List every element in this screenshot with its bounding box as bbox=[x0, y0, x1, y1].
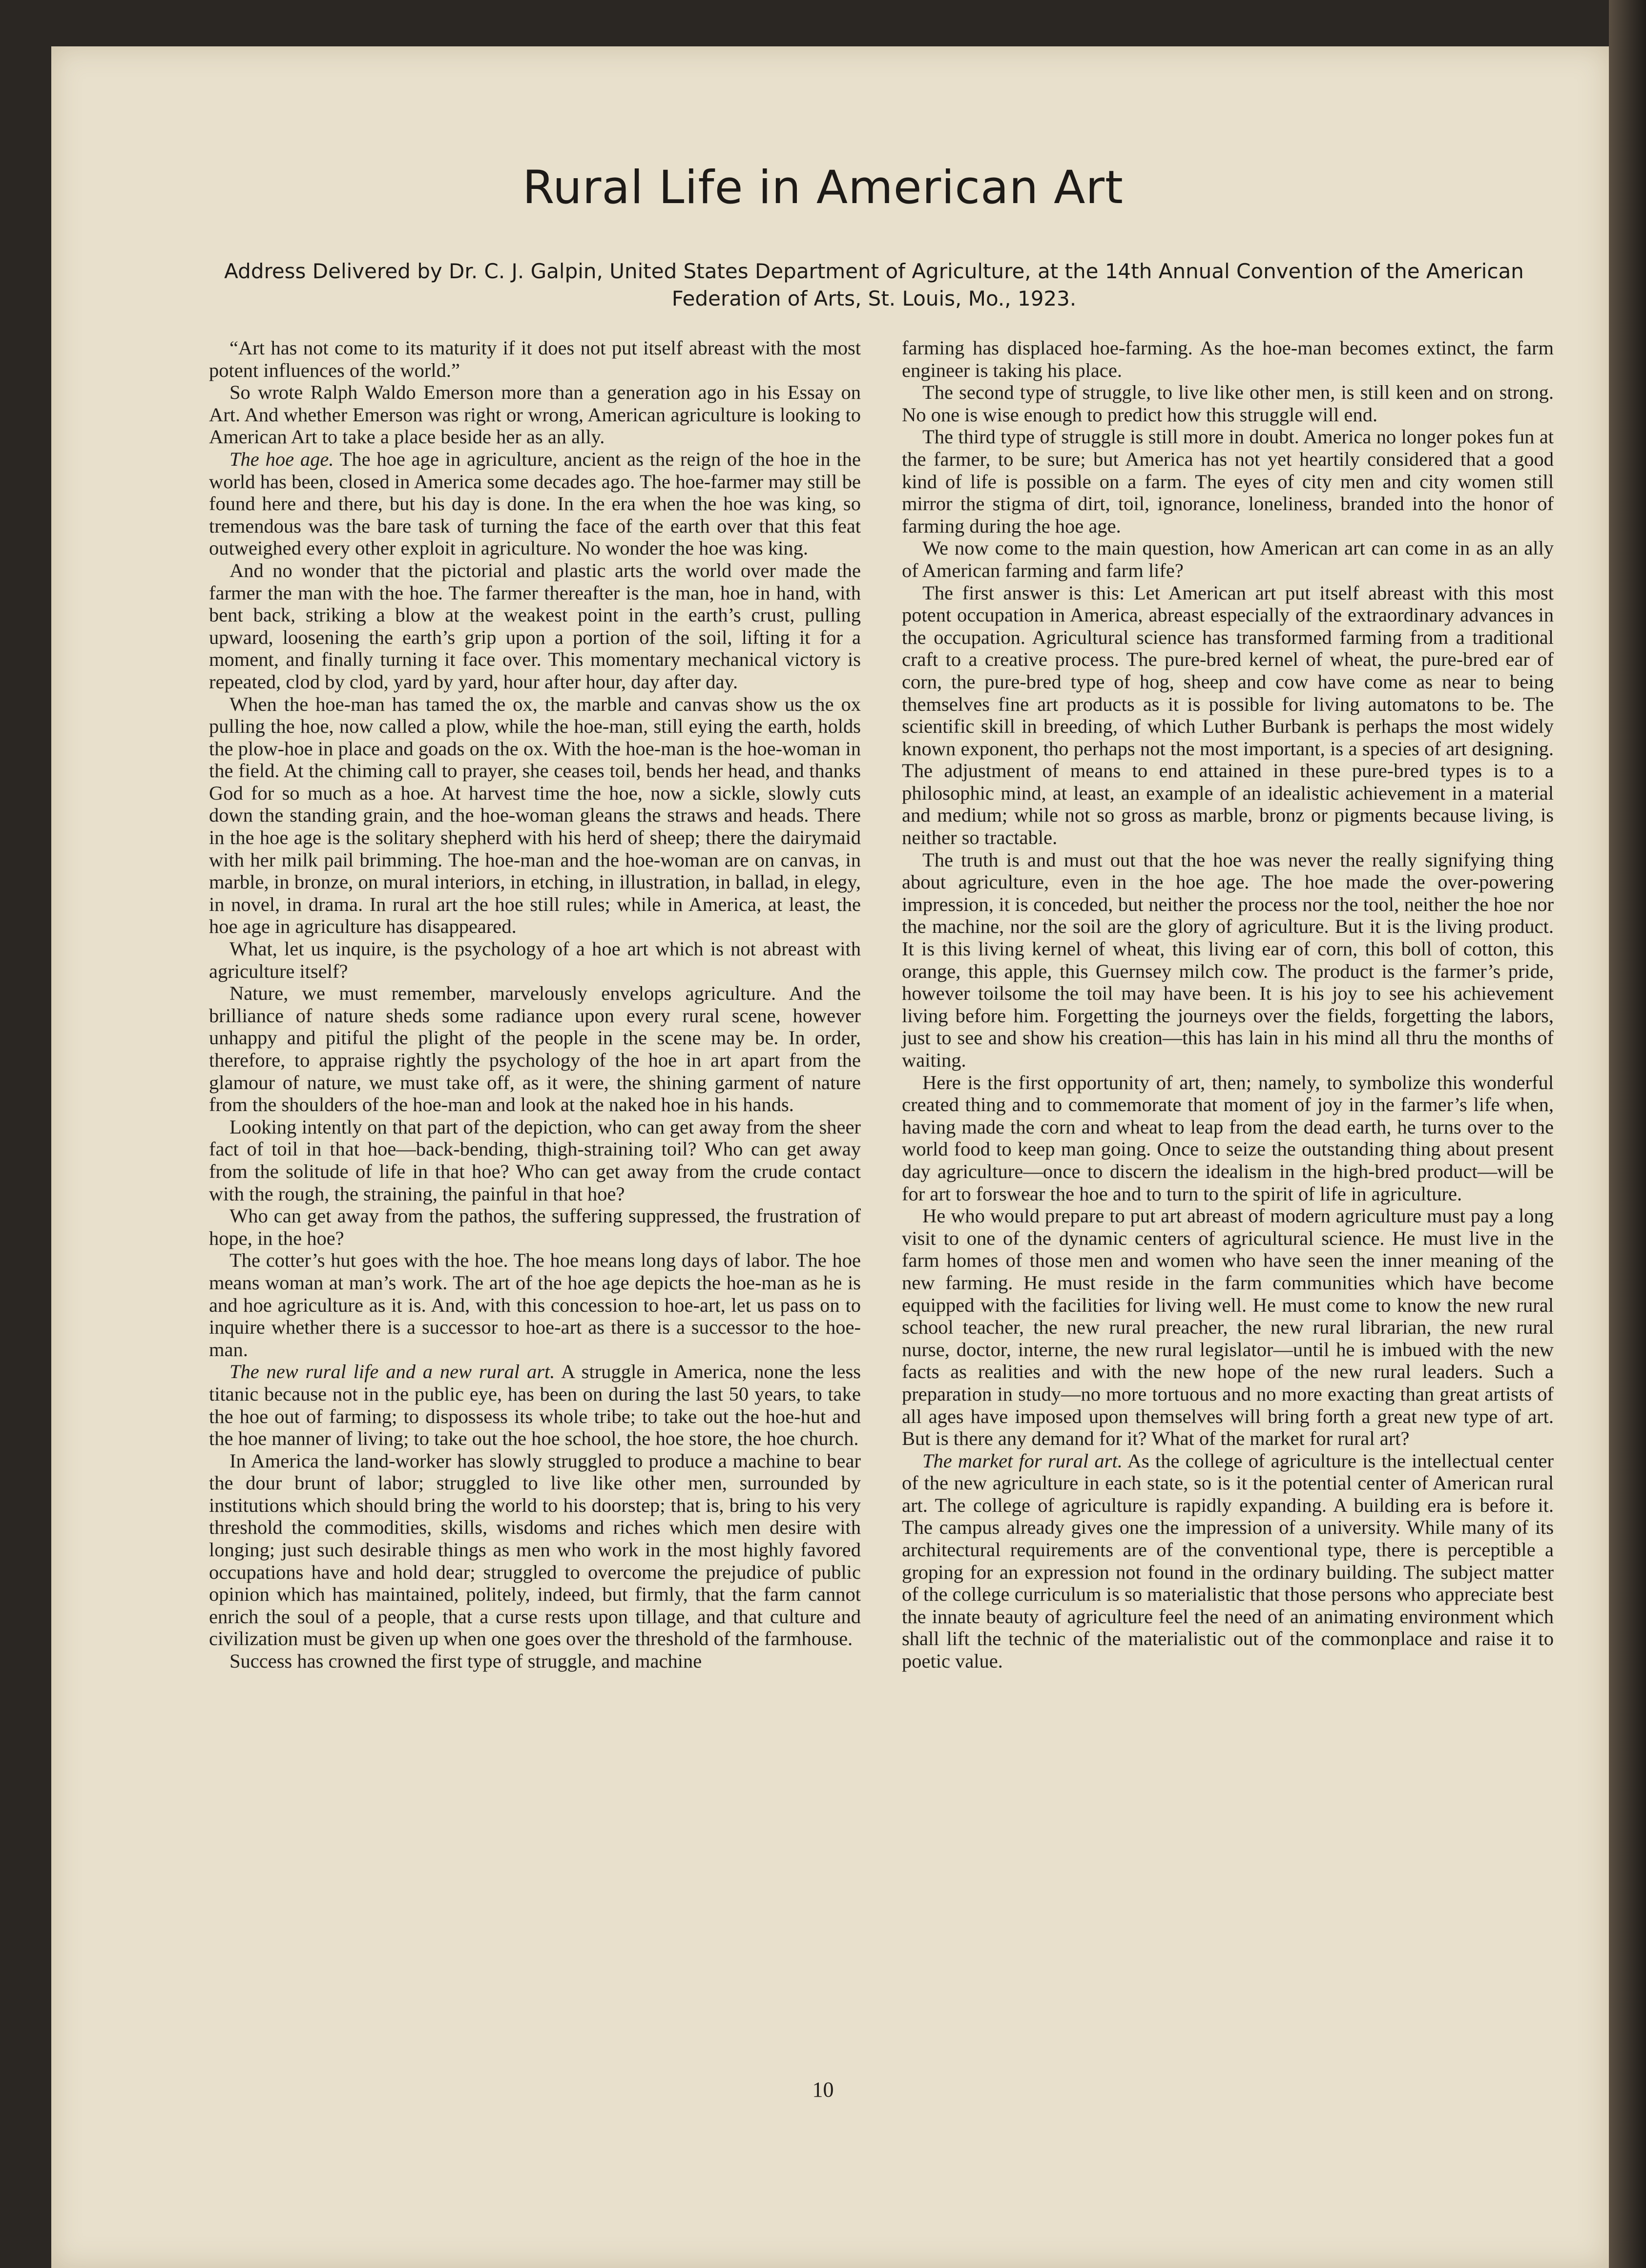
paragraph-text: The first answer is this: Let American art put itself abreast with this most potent occupation in America, abreast especially of the extraordinary advances in the occupation. Agricultural science has transformed farming from a traditional craft to a creative process. The pure-bred kernel of wheat, the pure-bred ear of corn, the pure-bred type of hog, sheep and cow have come as near to being themselves fine art products as it is possible for living automatons to be. The scientific skill in breeding, of which Luther Burbank is perhaps the most widely known exponent, tho perhaps not the most important, is a species of art designing. The adjustment of means to end attained in these pure-bred types is to a philosophic mind, at least, an example of an idealistic achievement in a material and medium; while not so gross as marble, bronz or pigments because living, is neither so tractable. bbox=[902, 581, 1554, 849]
paragraph-text: The third type of struggle is still more in doubt. America no longer pokes fun at the farmer, to be sure; but America has not yet heartily considered that a good kind of life is possible on a farm. The eyes of city men and city women still mirror the stigma of dirt, toil, ignorance, loneliness, branded into the honor of farming during the hoe age. bbox=[902, 426, 1554, 537]
paragraph-text: Nature, we must remember, marvelously envelops agriculture. And the brilliance of nature sheds some radiance upon every rural scene, however unhappy and pitiful the plight of the people in the scene may be. In order, therefore, to appraise rightly the psychology of the hoe in art apart from the glamour of nature, we must take off, as it were, the shining garment of nature from the shoulders of the hoe-man and look at the naked hoe in his hands. bbox=[209, 982, 861, 1116]
paragraph bbox=[209, 1249, 861, 1361]
article-title: Rural Life in American Art bbox=[522, 161, 1124, 214]
paragraph-text: In America the land-worker has slowly struggled to produce a machine to bear the dour brunt of labor; struggled to live like other men, surrounded by institutions which should bring the world to his doorstep; that is, bring to his very threshold the commodities, skills, wisdoms and riches which men desire with longing; just such desirable things as men who work in the most highly favored occupations have and hold dear; struggled to overcome the prejudice of public opinion which has maintained, politely, indeed, but firmly, that the farm cannot enrich the soul of a people, that a curse rests upon tillage, and that culture and civilization must be given up when one goes over the threshold of the farmhouse. bbox=[209, 1449, 861, 1650]
paragraph-text: And no wonder that the pictorial and plastic arts the world over made the farmer the man with the hoe. The farmer thereafter is the man, hoe in hand, with bent back, striking a blow at the weakest point in the earth’s crust, pulling upward, loosening the earth’s grip upon a portion of the soil, lifting it for a moment, and finally turning it face over. This momentary mechanical victory is repeated, clod by clod, yard by yard, hour after hour, day after day. bbox=[209, 559, 861, 693]
section-lead: The market for rural art. bbox=[922, 1449, 1123, 1472]
paragraph bbox=[902, 537, 1554, 581]
paragraph bbox=[902, 381, 1554, 426]
paragraph bbox=[902, 337, 1554, 381]
paragraph-text: A struggle in America, none the less titanic because not in the public eye, has been on during the last 50 years, to take the hoe out of farming; to dispossess its whole tribe; to take out the hoe-hut and the hoe manner of living; to take out the hoe school, the hoe store, the hoe church. bbox=[209, 1361, 861, 1450]
paragraph bbox=[209, 693, 861, 938]
paragraph-text: The second type of struggle, to live like other men, is still keen and on strong. No one is wise enough to predict how this struggle will end. bbox=[902, 381, 1554, 426]
paragraph-text: farming has displaced hoe-farming. As the hoe-man becomes extinct, the farm engineer is taking his place. bbox=[902, 337, 1554, 381]
paragraph bbox=[902, 1205, 1554, 1450]
paragraph-text: The cotter’s hut goes with the hoe. The hoe means long days of labor. The hoe means woman at man’s work. The art of the hoe age depicts the hoe-man as he is and hoe agriculture as it is. And, with this concession to hoe-art, let us pass on to inquire whether there is a successor to hoe-art as there is a successor to the hoe-man. bbox=[209, 1249, 861, 1361]
book-spine-edge bbox=[1609, 0, 1646, 2268]
paragraph bbox=[902, 582, 1554, 849]
paragraph-text: Looking intently on that part of the depiction, who can get away from the sheer fact of toil in that hoe—back-bending, thigh-straining toil? Who can get away from the solitude of life in that hoe? Who can get away from the crude contact with the rough, the straining, the painful in that hoe? bbox=[209, 1115, 861, 1205]
paragraph-text: What, let us inquire, is the psychology of a hoe art which is not abreast with agriculture itself? bbox=[209, 938, 861, 982]
article-subtitle: Address Delivered by Dr. C. J. Galpin, United States Department of Agriculture, at the 14th Annual Convention of the American Federation of Arts, St. Louis, Mo., 1923. bbox=[224, 259, 1524, 310]
paragraph bbox=[209, 1116, 861, 1205]
paragraph-text: The hoe age in agriculture, ancient as the reign of the hoe in the world has been, closed in America some decades ago. The hoe-farmer may still be found here and there, but his day is done. In the era when the hoe was king, so tremendous was the bare task of turning the face of the earth over that this feat outweighed every other exploit in agriculture. No wonder the hoe was king. bbox=[209, 448, 861, 559]
paragraph bbox=[209, 1650, 861, 1672]
paragraph bbox=[209, 982, 861, 1116]
paragraph-text: The truth is and must out that the hoe was never the really signifying thing about agriculture, even in the hoe age. The hoe made the over-powering impression, it is conceded, but neither the process nor the tool, neither the hoe nor the machine, nor the soil are the glory of agriculture. But it is the living product. It is this living kernel of wheat, this living ear of corn, this boll of cotton, this orange, this apple, this Guernsey milch cow. The product is the farmer’s pride, however toilsome the toil may have been. It is his joy to see his achievement living before him. Forgetting the journeys over the fields, forgetting the labors, just to see and show his creation—this has lain in his mind all thru the months of waiting. bbox=[902, 848, 1554, 1071]
paragraph bbox=[902, 1450, 1554, 1672]
paragraph bbox=[209, 381, 861, 448]
paragraph bbox=[209, 448, 861, 559]
paragraph bbox=[902, 426, 1554, 537]
paragraph bbox=[209, 1450, 861, 1650]
right-column bbox=[902, 337, 1554, 1672]
section-lead: The new rural life and a new rural art. bbox=[229, 1361, 555, 1383]
section-lead: The hoe age. bbox=[229, 448, 334, 470]
paragraph bbox=[902, 849, 1554, 1072]
page-number: 10 bbox=[812, 2078, 834, 2102]
paragraph-text: As the college of agriculture is the intellectual center of the new agriculture in each state, so is it the potential center of American rural art. The college of agriculture is rapidly expanding. A building era is before it. The campus already gives one the impression of a university. While many of its architectural requirements are of the conventional type, there is perceptible a groping for an expression not found in the ordinary building. The subject matter of the college curriculum is so materialistic that those persons who appreciate best the innate beauty of agriculture feel the need of an animating environment which shall lift the technic of the materialistic out of the commonplace and raise it to poetic value. bbox=[902, 1449, 1554, 1672]
paragraph-text: Success has crowned the first type of struggle, and machine bbox=[229, 1650, 702, 1672]
paragraph-text: Who can get away from the pathos, the suffering suppressed, the frustration of hope, in the hoe? bbox=[209, 1205, 861, 1249]
paragraph-text: When the hoe-man has tamed the ox, the marble and canvas show us the ox pulling the hoe, now called a plow, while the hoe-man, still eying the earth, holds the plow-hoe in place and goads on the ox. With the hoe-man is the hoe-woman in the field. At the chiming call to prayer, she ceases toil, bends her head, and thanks God for so much as a hoe. At harvest time the hoe, now a sickle, slowly cuts down the standing grain, and the hoe-woman gleans the straws and heads. There in the hoe age is the solitary shepherd with his herd of sheep; there the dairymaid with her milk pail brimming. The hoe-man and the hoe-woman are on canvas, in marble, in bronze, on mural interiors, in etching, in illustration, in ballad, in elegy, in novel, in drama. In rural art the hoe still rules; while in America, at least, the hoe age in agriculture has disappeared. bbox=[209, 693, 861, 938]
paragraph-text: We now come to the main question, how American art can come in as an ally of American farming and farm life? bbox=[902, 537, 1554, 581]
paragraph bbox=[209, 337, 861, 381]
paragraph bbox=[209, 1205, 861, 1249]
paragraph bbox=[209, 559, 861, 693]
paragraph-text: So wrote Ralph Waldo Emerson more than a generation ago in his Essay on Art. And whether Emerson was right or wrong, American agriculture is looking to American Art to take a place beside her as an ally. bbox=[209, 381, 861, 448]
paragraph bbox=[902, 1072, 1554, 1205]
left-column bbox=[209, 337, 861, 1672]
paragraph-text: He who would prepare to put art abreast of modern agriculture must pay a long visit to one of the dynamic centers of agricultural science. He must live in the farm homes of those men and women who have seen the inner meaning of the new farming. He must reside in the farm communities which have become equipped with the facilities for living well. He must come to know the new rural school teacher, the new rural preacher, the new rural librarian, the new rural nurse, doctor, interne, the new rural legislator—until he is imbued with the new facts as realities and with the new hope of the new rural leaders. Such a preparation in study—no more tortuous and no more exacting than great artists of all ages have imposed upon themselves will bring forth a great new type of art. But is there any demand for it? What of the market for rural art? bbox=[902, 1205, 1554, 1450]
paragraph bbox=[209, 938, 861, 982]
paragraph bbox=[209, 1361, 861, 1449]
paragraph-text: Here is the first opportunity of art, then; namely, to symbolize this wonderful created thing and to commemorate that moment of joy in the farmer’s life when, having made the corn and wheat to leap from the dead earth, he turns over to the world food to keep man going. Once to seize the outstanding thing about present day agriculture—once to discern the idealism in the high-bred product—will be for art to forswear the hoe and to turn to the spirit of life in agriculture. bbox=[902, 1071, 1554, 1205]
paragraph-text: “Art has not come to its maturity if it does not put itself abreast with the most potent influences of the world.” bbox=[209, 337, 861, 381]
